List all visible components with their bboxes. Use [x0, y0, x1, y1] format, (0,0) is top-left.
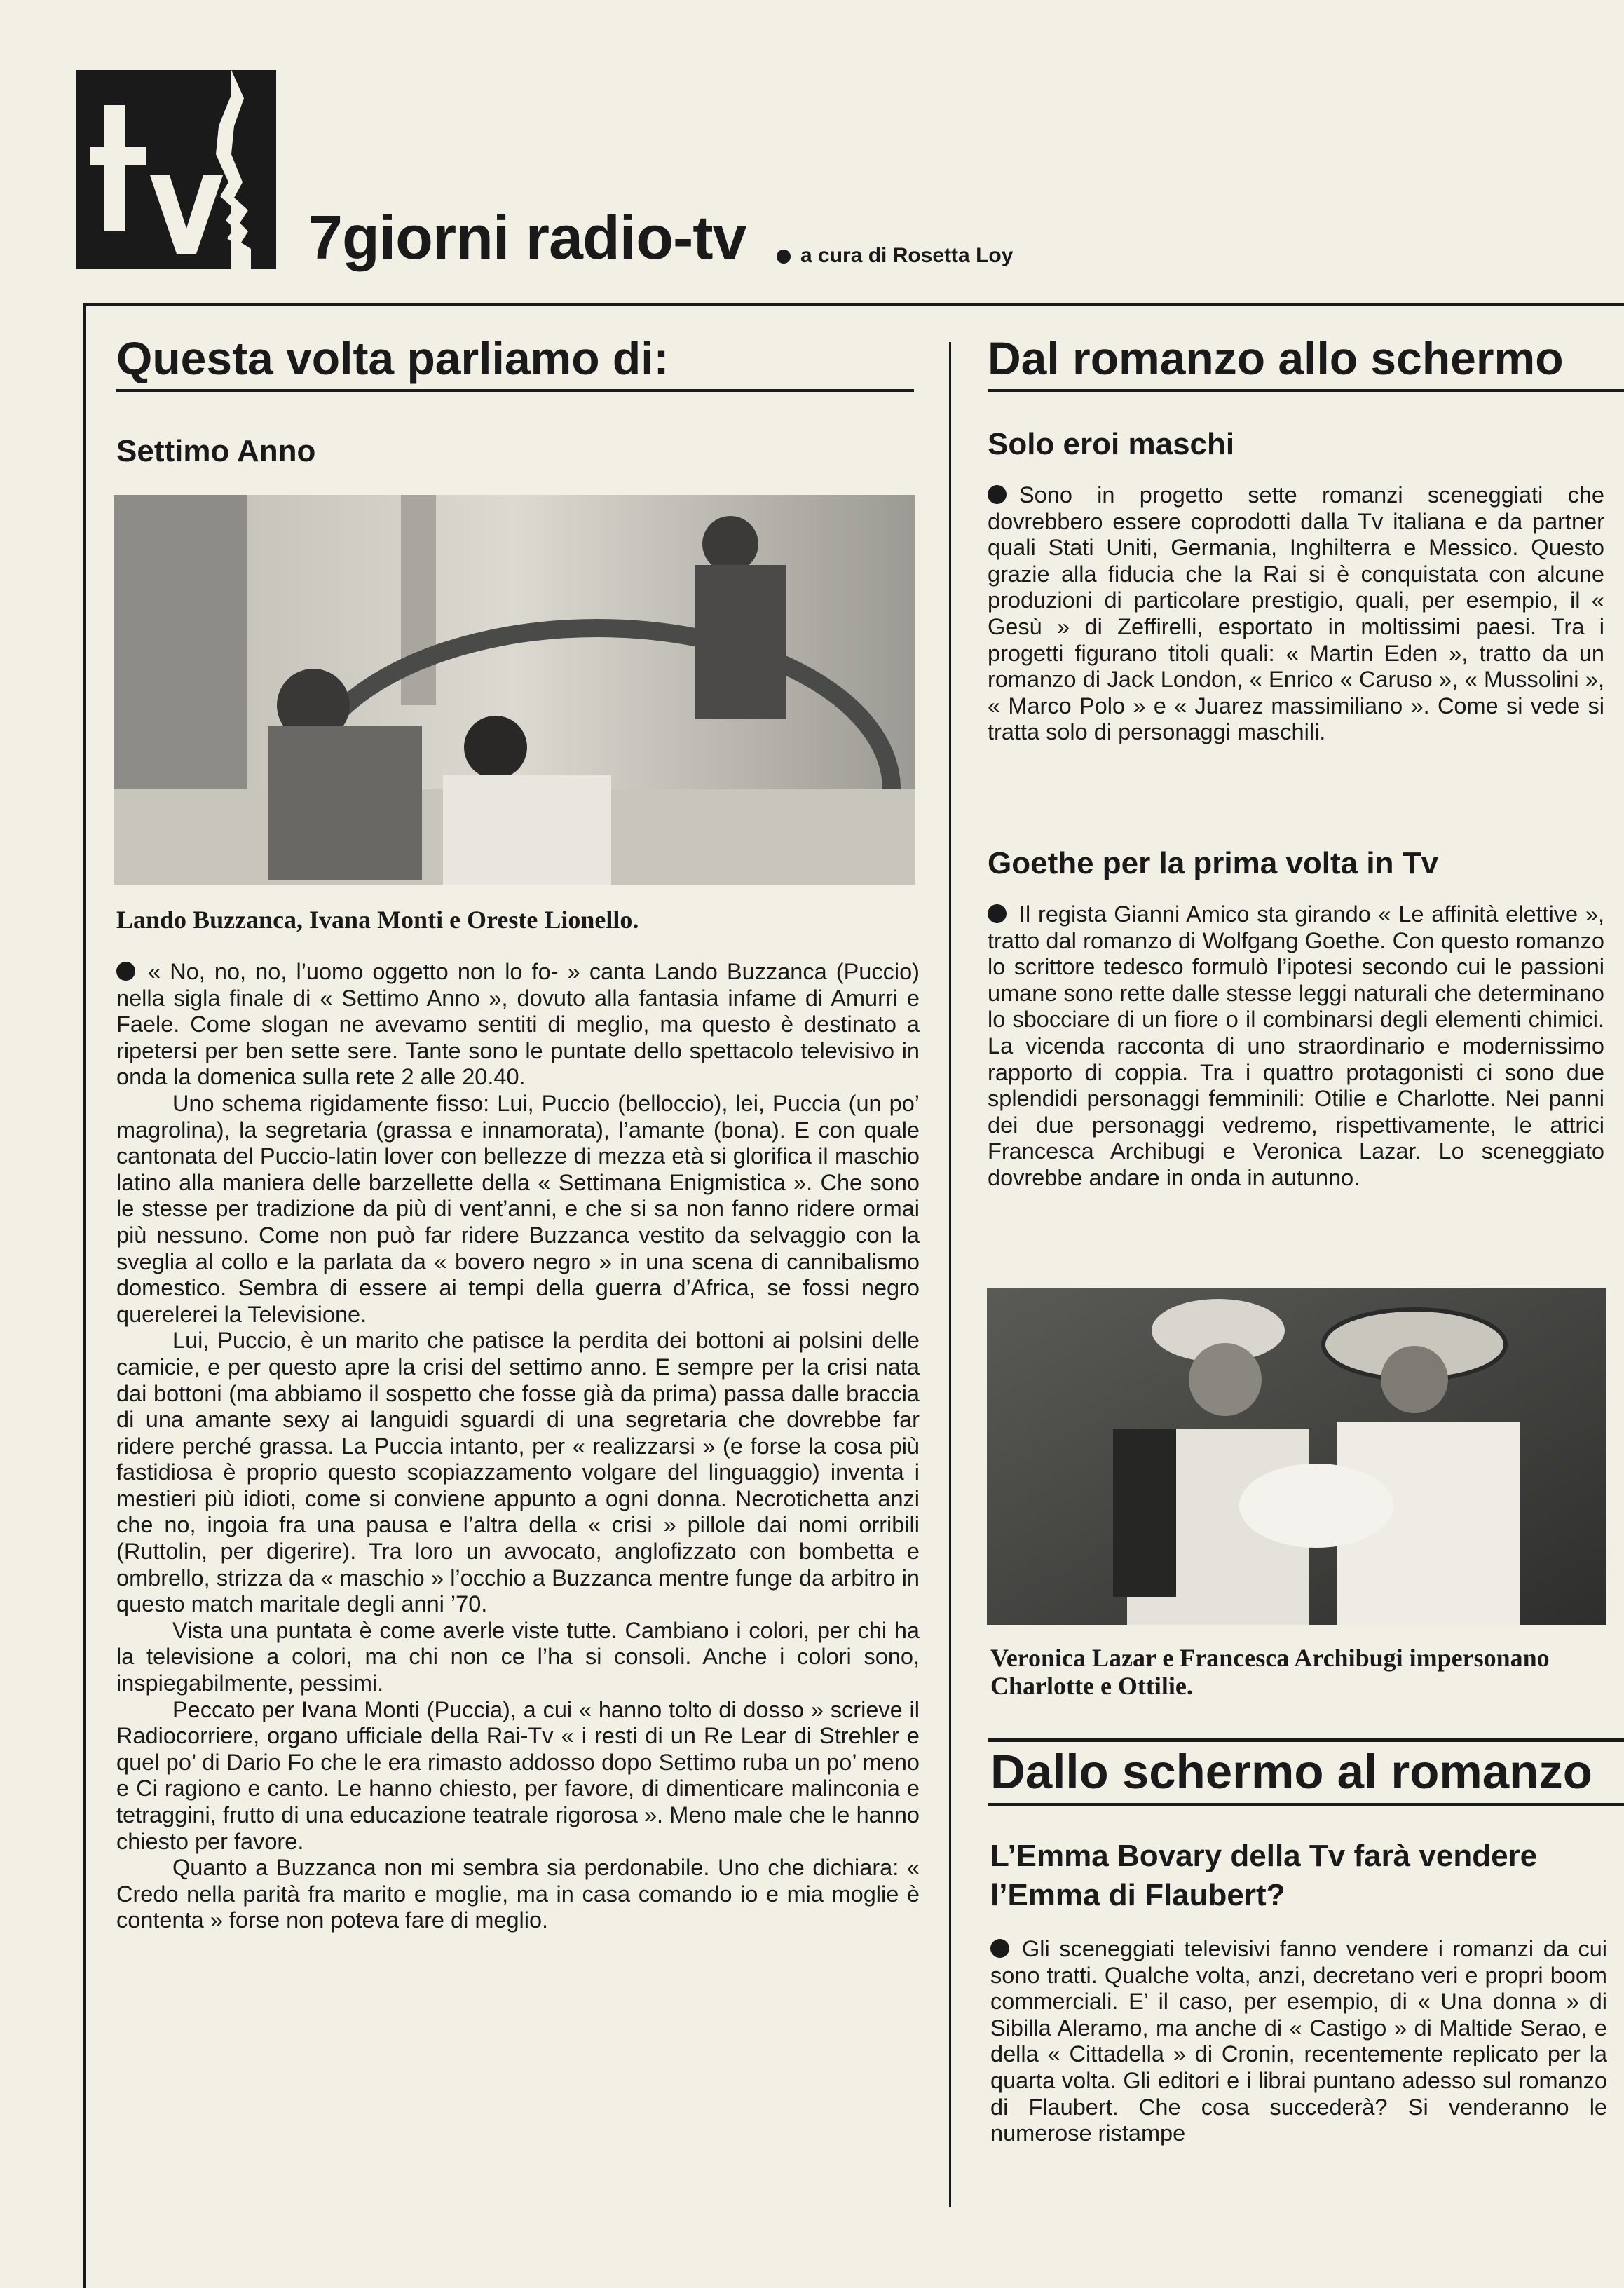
- left-paragraph-3: Lui, Puccio, è un marito che patisce la perdita dei bottoni ai polsini delle camicie, e per questo apre la crisi del settimo anno. E sempre per la crisi nata dai bottoni (ma abbiamo il sospetto che fosse già da prima) passa dalle braccia di una amante sexy ai languidi sguardi di una segretaria che dovrebbe far ridere perché grassa. La Puccia intanto, per « realizzarsi » (e forse la cosa più fastidiosa è proprio questo scopiazzamento volgare del linguaggio) inventa i mestieri più idioti, come si conviene appunto a ogni donna. Necrotichetta anzi che no, ingoia fra una pausa e l’altra della « crisi » pillole dai nomi orribili (Ruttolin, per digerire). Tra loro un avvocato, anglofizzato con bombetta e ombrello, strizza da « maschio » l’occhio a Buzzanca mentre funge da arbitro in questo match maritale degli anni ’70.: [116, 1328, 920, 1617]
- right-section-title-1: Dal romanzo allo schermo: [988, 332, 1564, 384]
- left-rule: [83, 303, 86, 2288]
- left-subtitle: Settimo Anno: [116, 434, 316, 468]
- left-paragraph-2: Uno schema rigidamente fisso: Lui, Puccio (belloccio), lei, Puccia (un po’ magrolina), la segretaria (grassa e innamorata), l’amante (bona). E con quale cantonata del Puccio-latin lover con bellezze di mezza età si glorifica il maschio latino alla maniera delle barzellette della « Settimana Enigmistica ». Che sono le stesse per tradizione da più di vent’anni, e che si sa non fanno ridere ormai più nessuno. Come non può far ridere Buzzanca vestito da selvaggio con la sveglia al collo e la parlata da « bovero negro » in una scena di cannibalismo domestico. Sembra di essere ai tempi della guerra d’Africa, se fossi negro querelerei la Televisione.: [116, 1090, 920, 1327]
- bullet-icon: [988, 904, 1007, 923]
- emma-bovary-subtitle: L’Emma Bovary della Tv farà vendere l’Emma di Flaubert?: [990, 1839, 1538, 1912]
- left-photo-caption: Lando Buzzanca, Ivana Monti e Oreste Lionello.: [116, 906, 639, 934]
- column-divider: [949, 342, 951, 2207]
- goethe-subtitle: Goethe per la prima volta in Tv: [988, 846, 1439, 880]
- left-article-body: [116, 959, 920, 1934]
- top-rule: [83, 303, 1624, 306]
- left-paragraph-1: « No, no, no, l’uomo oggetto non lo fo- » canta Lando Buzzanca (Puccio) nella sigla finale di « Settimo Anno », dovuto alla fantasia infame di Amurri e Faele. Come slogan ne avevamo sentiti di meglio, ma questo è destinato a ripetersi per ben sette sere. Tante sono le puntate dello spettacolo televisivo in onda la domenica sulla rete 2 alle 20.40.: [116, 959, 920, 1090]
- bullet-icon: [988, 485, 1007, 504]
- right-section-rule-top-2: [988, 1738, 1624, 1742]
- right-section-rule-1: [988, 389, 1624, 392]
- left-section-rule: [116, 389, 914, 392]
- solo-eroi-body: Sono in progetto sette romanzi sceneggiati che dovrebbero essere coprodotti dalla Tv italiana e da partner quali Stati Uniti, Germania, Inghilterra e Messico. Questo grazie alla fiducia che la Rai si è conquistata con alcune produzioni di particolare prestigio, quali, per esempio, il « Gesù » di Zeffirelli, esportato in moltissimi paesi. Tra i progetti figurano titoli quali: « Martin Eden », tratto da un romanzo di Jack London, « Enrico « Caruso », « Mussolini », « Marco Polo » e « Juarez massimiliano ». Come si vede si tratta solo di personaggi maschili.: [988, 482, 1604, 745]
- tv-logo: [76, 70, 276, 269]
- settimo-anno-photo: [114, 495, 915, 885]
- right-section-title-2: Dallo schermo al romanzo: [990, 1745, 1592, 1799]
- left-paragraph-5: Peccato per Ivana Monti (Puccia), a cui « hanno tolto di dosso » scrieve il Radiocorriere, organo ufficiale della Rai-Tv « i resti di un Re Lear di Strehler e quel po’ di Dario Fo che le era rimasto addosso dopo Settimo ruba un po’ meno e Ci ragiono e canto. Le hanno chiesto, per favore, di dimenticare malinconia e tetraggini, frutto di una educazione teatrale rigorosa ». Meno male che le hanno chiesto per favore.: [116, 1696, 920, 1854]
- goethe-photo-caption: Veronica Lazar e Francesca Archibugi impersonano Charlotte e Ottilie.: [990, 1644, 1550, 1700]
- goethe-photo: [987, 1288, 1606, 1625]
- right-section-rule-2: [988, 1803, 1624, 1806]
- bullet-icon: [990, 1939, 1009, 1958]
- header-title: 7giorni radio-tv: [308, 203, 746, 272]
- emma-bovary-body: Gli sceneggiati televisivi fanno vendere i romanzi da cui sono tratti. Qualche volta, anzi, decretano veri e propri boom commerciali. E’ il caso, per esempio, di « Una donna » di Sibilla Aleramo, ma anche di « Castigo » di Maltide Serao, e della « Cittadella » di Cronin, recentemente replicato per la quarta volta. Gli editori e i librai puntano adesso sul romanzo di Flaubert. Che cosa succederà? Si venderanno le numerose ristampe: [990, 1936, 1607, 2146]
- bullet-icon: [116, 962, 135, 981]
- left-section-title: Questa volta parliamo di:: [116, 332, 669, 384]
- left-paragraph-4: Vista una puntata è come averle viste tutte. Cambiano i colori, per chi ha la televisione a colori, ma chi non ce l’ha si consoli. Anche i colori sono, inspiegabilmente, pessimi.: [116, 1617, 920, 1696]
- goethe-body: Il regista Gianni Amico sta girando « Le affinità elettive », tratto dal romanzo di Wolfgang Goethe. Con questo romanzo lo scrittore tedesco formulò l’ipotesi secondo cui le passioni umane sono rette dalle stesse leggi naturali che determinano lo sbocciare di un fiore o il combinarsi degli elementi chimici. La vicenda racconta di uno straordinario e modernissimo rapporto di coppia. Tra i quattro protagonisti ci sono due splendidi personaggi femminili: Otilie e Charlotte. Nei panni dei due personaggi vedremo, rispettivamente, le attrici Francesca Archibugi e Veronica Lazar. Lo sceneggiato dovrebbe andare in onda in autunno.: [988, 901, 1604, 1190]
- header-credit: a cura di Rosetta Loy: [777, 244, 1013, 268]
- solo-eroi-subtitle: Solo eroi maschi: [988, 427, 1235, 461]
- bullet-icon: [777, 250, 791, 264]
- left-paragraph-6: Quanto a Buzzanca non mi sembra sia perdonabile. Uno che dichiara: « Credo nella parità fra marito e moglie, ma in casa comando io e mia moglie è contenta » forse non poteva fare di meglio.: [116, 1855, 920, 1933]
